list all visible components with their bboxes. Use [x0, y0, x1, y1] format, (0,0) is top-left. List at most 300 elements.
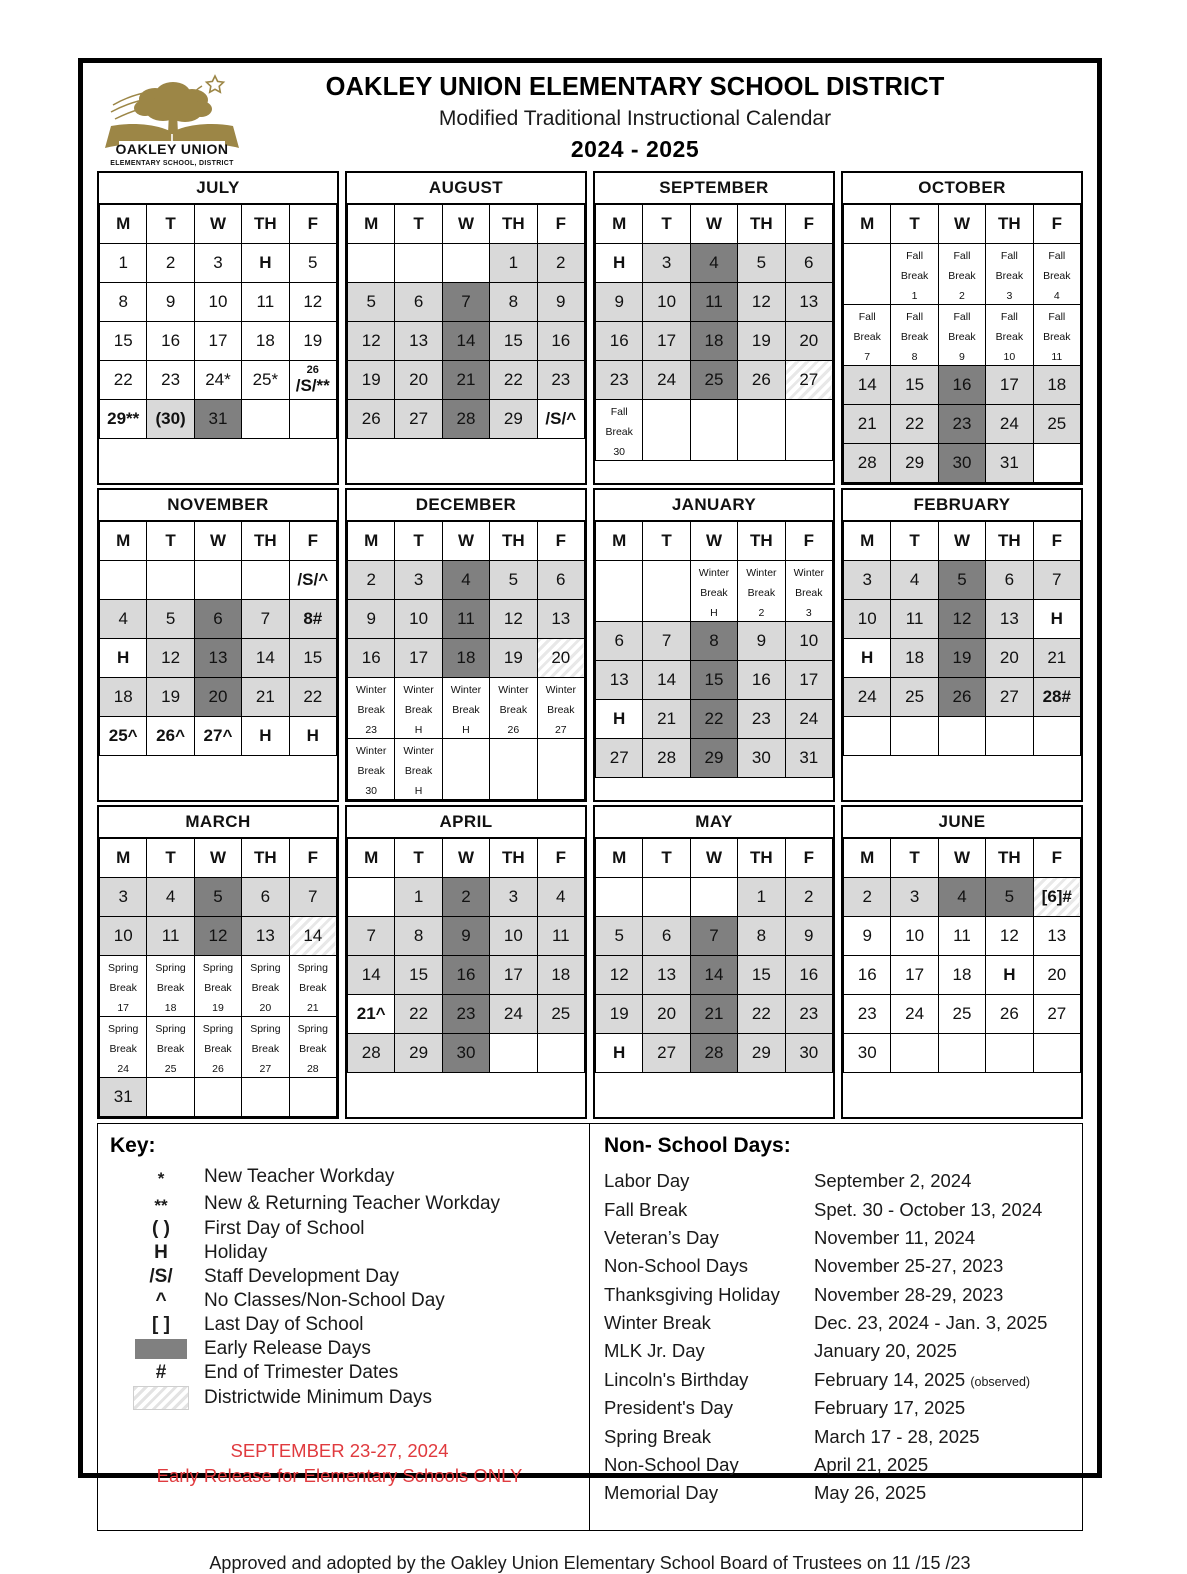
day-cell[interactable]: 29 [891, 444, 938, 483]
day-cell[interactable] [690, 400, 737, 461]
day-cell[interactable]: 12 [490, 600, 537, 639]
day-cell[interactable]: 22 [690, 700, 737, 739]
day-cell[interactable]: 7 [242, 600, 289, 639]
day-cell[interactable]: 9 [596, 283, 643, 322]
day-cell[interactable]: H [596, 244, 643, 283]
day-cell[interactable]: 12 [289, 283, 336, 322]
day-cell[interactable] [100, 561, 147, 600]
day-cell[interactable]: 18 [938, 956, 985, 995]
day-cell[interactable]: 10 [844, 600, 891, 639]
day-cell[interactable]: 31 [785, 739, 832, 778]
day-cell[interactable] [1033, 717, 1080, 756]
day-cell[interactable]: 10 [395, 600, 442, 639]
day-cell[interactable]: H [596, 700, 643, 739]
day-cell[interactable]: 23 [537, 361, 584, 400]
day-cell[interactable]: 9 [442, 917, 489, 956]
day-cell[interactable]: 23 [147, 361, 194, 400]
day-cell[interactable]: 23 [938, 405, 985, 444]
day-cell[interactable]: 23 [785, 995, 832, 1034]
day-cell[interactable]: 17 [785, 661, 832, 700]
day-cell[interactable]: 29** [100, 400, 147, 439]
day-cell[interactable] [844, 717, 891, 756]
day-cell[interactable]: 10 [100, 917, 147, 956]
day-cell[interactable]: 22 [490, 361, 537, 400]
day-cell[interactable]: 10 [891, 917, 938, 956]
day-cell[interactable]: 27^ [194, 717, 241, 756]
day-cell[interactable]: 27 [785, 361, 832, 400]
day-cell[interactable]: 10 [643, 283, 690, 322]
day-cell[interactable]: 31 [986, 444, 1033, 483]
day-cell[interactable] [537, 1034, 584, 1073]
day-cell[interactable]: 28# [1033, 678, 1080, 717]
day-cell[interactable]: 30 [938, 444, 985, 483]
day-cell[interactable] [147, 1078, 194, 1117]
day-cell[interactable]: 12 [194, 917, 241, 956]
day-cell[interactable]: 15 [891, 366, 938, 405]
day-cell[interactable]: 18 [100, 678, 147, 717]
day-cell[interactable]: 26 [938, 678, 985, 717]
day-cell[interactable]: 5 [938, 561, 985, 600]
day-cell[interactable]: 11 [537, 917, 584, 956]
day-cell[interactable] [490, 678, 537, 739]
day-cell[interactable] [986, 305, 1033, 366]
day-cell[interactable]: 16 [596, 322, 643, 361]
day-cell[interactable]: 31 [100, 1078, 147, 1117]
day-cell[interactable] [986, 244, 1033, 305]
day-cell[interactable]: 5 [348, 283, 395, 322]
day-cell[interactable]: 6 [395, 283, 442, 322]
day-cell[interactable]: 10 [194, 283, 241, 322]
day-cell[interactable]: 26^ [147, 717, 194, 756]
day-cell[interactable]: 29 [690, 739, 737, 778]
day-cell[interactable]: 18 [891, 639, 938, 678]
day-cell[interactable]: 5 [738, 244, 785, 283]
day-cell[interactable]: 9 [537, 283, 584, 322]
day-cell[interactable]: 19 [147, 678, 194, 717]
day-cell[interactable]: 22 [395, 995, 442, 1034]
day-cell[interactable]: 8 [100, 283, 147, 322]
day-cell[interactable]: 8 [490, 283, 537, 322]
day-cell[interactable] [490, 1034, 537, 1073]
day-cell[interactable]: 12 [986, 917, 1033, 956]
day-cell[interactable]: 23 [844, 995, 891, 1034]
day-cell[interactable] [537, 739, 584, 800]
day-cell[interactable]: 13 [194, 639, 241, 678]
day-cell[interactable]: 16 [844, 956, 891, 995]
day-cell[interactable]: 18 [242, 322, 289, 361]
day-cell[interactable]: 21 [442, 361, 489, 400]
day-cell[interactable]: 3 [844, 561, 891, 600]
day-cell[interactable] [242, 1017, 289, 1078]
day-cell[interactable]: 18 [537, 956, 584, 995]
day-cell[interactable]: 2 [537, 244, 584, 283]
day-cell[interactable]: 4 [537, 878, 584, 917]
day-cell[interactable]: 27 [643, 1034, 690, 1073]
day-cell[interactable]: 14 [690, 956, 737, 995]
day-cell[interactable]: 3 [194, 244, 241, 283]
day-cell[interactable] [289, 400, 336, 439]
day-cell[interactable]: 24 [891, 995, 938, 1034]
day-cell[interactable] [891, 717, 938, 756]
day-cell[interactable]: 5 [289, 244, 336, 283]
day-cell[interactable] [986, 1034, 1033, 1073]
day-cell[interactable]: 15 [738, 956, 785, 995]
day-cell[interactable]: 28 [844, 444, 891, 483]
day-cell[interactable] [442, 739, 489, 800]
day-cell[interactable] [1033, 1034, 1080, 1073]
day-cell[interactable] [596, 561, 643, 622]
day-cell[interactable] [643, 400, 690, 461]
day-cell[interactable]: 22 [100, 361, 147, 400]
day-cell[interactable] [100, 1017, 147, 1078]
day-cell[interactable]: 28 [348, 1034, 395, 1073]
day-cell[interactable] [938, 1034, 985, 1073]
day-cell[interactable]: 6 [986, 561, 1033, 600]
day-cell[interactable] [242, 400, 289, 439]
day-cell[interactable]: 4 [100, 600, 147, 639]
day-cell[interactable]: 11 [242, 283, 289, 322]
day-cell[interactable]: H [242, 717, 289, 756]
day-cell[interactable]: 14 [442, 322, 489, 361]
day-cell[interactable]: 5 [147, 600, 194, 639]
day-cell[interactable]: 1 [738, 878, 785, 917]
day-cell[interactable] [938, 244, 985, 305]
day-cell[interactable]: 13 [537, 600, 584, 639]
day-cell[interactable]: 15 [395, 956, 442, 995]
day-cell[interactable]: 20 [1033, 956, 1080, 995]
day-cell[interactable]: 21^ [348, 995, 395, 1034]
day-cell[interactable]: 14 [844, 366, 891, 405]
day-cell[interactable] [537, 678, 584, 739]
day-cell[interactable]: 24 [643, 361, 690, 400]
day-cell[interactable] [442, 244, 489, 283]
day-cell[interactable]: 10 [490, 917, 537, 956]
day-cell[interactable]: H [100, 639, 147, 678]
day-cell[interactable]: 25 [1033, 405, 1080, 444]
day-cell[interactable]: 16 [147, 322, 194, 361]
day-cell[interactable]: 6 [537, 561, 584, 600]
day-cell[interactable] [596, 878, 643, 917]
day-cell[interactable] [194, 561, 241, 600]
day-cell[interactable]: 18 [1033, 366, 1080, 405]
day-cell[interactable]: 3 [395, 561, 442, 600]
day-cell[interactable]: 17 [490, 956, 537, 995]
day-cell[interactable]: 25^ [100, 717, 147, 756]
day-cell[interactable]: 20 [537, 639, 584, 678]
day-cell[interactable]: 14 [242, 639, 289, 678]
day-cell[interactable]: /S/^ [289, 561, 336, 600]
day-cell[interactable]: 24 [490, 995, 537, 1034]
day-cell[interactable]: 30 [738, 739, 785, 778]
day-cell[interactable]: 6 [242, 878, 289, 917]
day-cell[interactable] [395, 739, 442, 800]
day-cell[interactable] [395, 244, 442, 283]
day-cell[interactable]: 29 [738, 1034, 785, 1073]
day-cell[interactable]: 25 [537, 995, 584, 1034]
day-cell[interactable]: 7 [442, 283, 489, 322]
day-cell[interactable] [242, 956, 289, 1017]
day-cell[interactable]: H [596, 1034, 643, 1073]
day-cell[interactable]: [6]# [1033, 878, 1080, 917]
day-cell[interactable]: 12 [938, 600, 985, 639]
day-cell[interactable]: 6 [643, 917, 690, 956]
day-cell[interactable]: 30 [785, 1034, 832, 1073]
day-cell[interactable]: 17 [395, 639, 442, 678]
day-cell[interactable]: 2 [442, 878, 489, 917]
day-cell[interactable]: 4 [147, 878, 194, 917]
day-cell[interactable]: 25 [690, 361, 737, 400]
day-cell[interactable]: 25 [891, 678, 938, 717]
day-cell[interactable]: 13 [986, 600, 1033, 639]
day-cell[interactable]: 28 [690, 1034, 737, 1073]
day-cell[interactable]: 27 [596, 739, 643, 778]
day-cell[interactable] [643, 878, 690, 917]
day-cell[interactable] [442, 678, 489, 739]
day-cell[interactable] [100, 956, 147, 1017]
day-cell[interactable]: 23 [442, 995, 489, 1034]
day-cell[interactable]: 22 [891, 405, 938, 444]
day-cell[interactable]: 28 [442, 400, 489, 439]
day-cell[interactable] [938, 305, 985, 366]
day-cell[interactable] [147, 1017, 194, 1078]
day-cell[interactable]: 15 [490, 322, 537, 361]
day-cell[interactable] [690, 561, 737, 622]
day-cell[interactable]: 19 [490, 639, 537, 678]
day-cell[interactable]: 19 [348, 361, 395, 400]
day-cell[interactable]: 1 [395, 878, 442, 917]
day-cell[interactable]: 13 [242, 917, 289, 956]
day-cell[interactable]: 1 [100, 244, 147, 283]
day-cell[interactable]: 14 [348, 956, 395, 995]
day-cell[interactable]: 25* [242, 361, 289, 400]
day-cell[interactable] [891, 1034, 938, 1073]
day-cell[interactable] [348, 244, 395, 283]
day-cell[interactable]: 15 [690, 661, 737, 700]
day-cell[interactable]: 16 [785, 956, 832, 995]
day-cell[interactable]: 20 [785, 322, 832, 361]
day-cell[interactable] [844, 305, 891, 366]
day-cell[interactable]: 13 [596, 661, 643, 700]
day-cell[interactable]: 20 [986, 639, 1033, 678]
day-cell[interactable]: 27 [395, 400, 442, 439]
day-cell[interactable] [938, 717, 985, 756]
day-cell[interactable]: 17 [194, 322, 241, 361]
day-cell[interactable] [348, 739, 395, 800]
day-cell[interactable]: 21 [1033, 639, 1080, 678]
day-cell[interactable]: 16 [348, 639, 395, 678]
day-cell[interactable]: 16 [938, 366, 985, 405]
day-cell[interactable]: /S/^ [537, 400, 584, 439]
day-cell[interactable]: 24* [194, 361, 241, 400]
day-cell[interactable]: 6 [785, 244, 832, 283]
day-cell[interactable]: 7 [1033, 561, 1080, 600]
day-cell[interactable]: 5 [194, 878, 241, 917]
day-cell[interactable]: 29 [490, 400, 537, 439]
day-cell[interactable]: 20 [194, 678, 241, 717]
day-cell[interactable] [891, 244, 938, 305]
day-cell[interactable]: H [986, 956, 1033, 995]
day-cell[interactable]: 10 [785, 622, 832, 661]
day-cell[interactable]: 2 [785, 878, 832, 917]
day-cell[interactable] [289, 956, 336, 1017]
day-cell[interactable]: 19 [738, 322, 785, 361]
day-cell[interactable]: 24 [986, 405, 1033, 444]
day-cell[interactable]: 8 [738, 917, 785, 956]
day-cell[interactable]: 3 [643, 244, 690, 283]
day-cell[interactable] [891, 305, 938, 366]
day-cell[interactable] [785, 561, 832, 622]
day-cell[interactable]: 2 [348, 561, 395, 600]
day-cell[interactable]: 11 [690, 283, 737, 322]
day-cell[interactable]: H [242, 244, 289, 283]
day-cell[interactable] [289, 1017, 336, 1078]
day-cell[interactable] [1033, 305, 1080, 366]
day-cell[interactable] [844, 244, 891, 305]
day-cell[interactable]: 22 [738, 995, 785, 1034]
day-cell[interactable]: 30 [844, 1034, 891, 1073]
day-cell[interactable]: 3 [100, 878, 147, 917]
day-cell[interactable]: 6 [596, 622, 643, 661]
day-cell[interactable]: 4 [690, 244, 737, 283]
day-cell[interactable]: 11 [147, 917, 194, 956]
day-cell[interactable] [596, 400, 643, 461]
day-cell[interactable]: 12 [596, 956, 643, 995]
day-cell[interactable]: 19 [289, 322, 336, 361]
day-cell[interactable] [147, 956, 194, 1017]
day-cell[interactable]: 5 [490, 561, 537, 600]
day-cell[interactable]: 4 [938, 878, 985, 917]
day-cell[interactable]: 31 [194, 400, 241, 439]
day-cell[interactable] [194, 1017, 241, 1078]
day-cell[interactable]: 15 [289, 639, 336, 678]
day-cell[interactable]: 12 [738, 283, 785, 322]
day-cell[interactable]: 26 [986, 995, 1033, 1034]
day-cell[interactable]: 3 [891, 878, 938, 917]
day-cell[interactable] [1033, 444, 1080, 483]
day-cell[interactable]: 28 [643, 739, 690, 778]
day-cell[interactable]: 9 [844, 917, 891, 956]
day-cell[interactable]: 5 [986, 878, 1033, 917]
day-cell[interactable]: 26 [348, 400, 395, 439]
day-cell[interactable]: 21 [690, 995, 737, 1034]
day-cell[interactable]: 9 [738, 622, 785, 661]
day-cell[interactable]: H [1033, 600, 1080, 639]
day-cell[interactable]: 9 [348, 600, 395, 639]
day-cell[interactable]: 27 [986, 678, 1033, 717]
day-cell[interactable]: 7 [690, 917, 737, 956]
day-cell[interactable]: 30 [442, 1034, 489, 1073]
day-cell[interactable] [194, 1078, 241, 1117]
day-cell[interactable]: 4 [891, 561, 938, 600]
day-cell[interactable]: 13 [1033, 917, 1080, 956]
day-cell[interactable] [690, 878, 737, 917]
day-cell[interactable]: 6 [194, 600, 241, 639]
day-cell[interactable] [738, 561, 785, 622]
day-cell[interactable] [194, 956, 241, 1017]
day-cell[interactable]: 23 [596, 361, 643, 400]
day-cell[interactable]: 9 [785, 917, 832, 956]
day-cell[interactable]: 7 [348, 917, 395, 956]
day-cell[interactable] [242, 561, 289, 600]
day-cell[interactable]: 24 [844, 678, 891, 717]
day-cell[interactable]: 17 [891, 956, 938, 995]
day-cell[interactable]: 21 [844, 405, 891, 444]
day-cell[interactable]: 7 [643, 622, 690, 661]
day-cell[interactable]: 27 [1033, 995, 1080, 1034]
day-cell[interactable]: 9 [147, 283, 194, 322]
day-cell[interactable]: 17 [986, 366, 1033, 405]
day-cell[interactable]: 3 [490, 878, 537, 917]
day-cell[interactable]: 20 [395, 361, 442, 400]
day-cell[interactable]: H [844, 639, 891, 678]
day-cell[interactable]: 13 [785, 283, 832, 322]
day-cell[interactable]: 18 [690, 322, 737, 361]
day-cell[interactable]: 24 [785, 700, 832, 739]
day-cell[interactable]: 18 [442, 639, 489, 678]
day-cell[interactable]: 13 [643, 956, 690, 995]
day-cell[interactable]: 8 [395, 917, 442, 956]
day-cell[interactable]: 15 [100, 322, 147, 361]
day-cell[interactable]: 2 [844, 878, 891, 917]
day-cell[interactable] [147, 561, 194, 600]
day-cell[interactable]: 12 [147, 639, 194, 678]
day-cell[interactable]: 7 [289, 878, 336, 917]
day-cell[interactable]: H [289, 717, 336, 756]
day-cell[interactable]: 21 [242, 678, 289, 717]
day-cell[interactable]: 16 [537, 322, 584, 361]
day-cell[interactable]: 1 [490, 244, 537, 283]
day-cell[interactable]: 22 [289, 678, 336, 717]
day-cell[interactable] [348, 678, 395, 739]
day-cell[interactable] [643, 561, 690, 622]
day-cell[interactable]: 21 [643, 700, 690, 739]
day-cell[interactable]: (30) [147, 400, 194, 439]
day-cell[interactable]: 17 [643, 322, 690, 361]
day-cell[interactable]: 13 [395, 322, 442, 361]
day-cell[interactable]: 12 [348, 322, 395, 361]
day-cell[interactable] [490, 739, 537, 800]
day-cell[interactable]: 16 [738, 661, 785, 700]
day-cell[interactable] [738, 400, 785, 461]
day-cell[interactable]: 26 [738, 361, 785, 400]
day-cell[interactable]: 11 [442, 600, 489, 639]
day-cell[interactable] [348, 878, 395, 917]
day-cell[interactable]: 29 [395, 1034, 442, 1073]
day-cell[interactable]: 23 [738, 700, 785, 739]
day-cell[interactable]: 8# [289, 600, 336, 639]
day-cell[interactable]: 2 [147, 244, 194, 283]
day-cell[interactable]: 8 [690, 622, 737, 661]
day-cell[interactable] [289, 361, 336, 400]
day-cell[interactable] [986, 717, 1033, 756]
day-cell[interactable]: 16 [442, 956, 489, 995]
day-cell[interactable] [289, 1078, 336, 1117]
day-cell[interactable]: 20 [643, 995, 690, 1034]
day-cell[interactable]: 25 [938, 995, 985, 1034]
day-cell[interactable]: 5 [596, 917, 643, 956]
day-cell[interactable]: 19 [938, 639, 985, 678]
day-cell[interactable]: 19 [596, 995, 643, 1034]
day-cell[interactable] [785, 400, 832, 461]
day-cell[interactable]: 4 [442, 561, 489, 600]
day-cell[interactable] [395, 678, 442, 739]
day-cell[interactable]: 11 [938, 917, 985, 956]
day-cell[interactable] [1033, 244, 1080, 305]
day-cell[interactable]: 14 [643, 661, 690, 700]
day-cell[interactable]: 14 [289, 917, 336, 956]
day-cell[interactable] [242, 1078, 289, 1117]
day-cell[interactable]: 11 [891, 600, 938, 639]
